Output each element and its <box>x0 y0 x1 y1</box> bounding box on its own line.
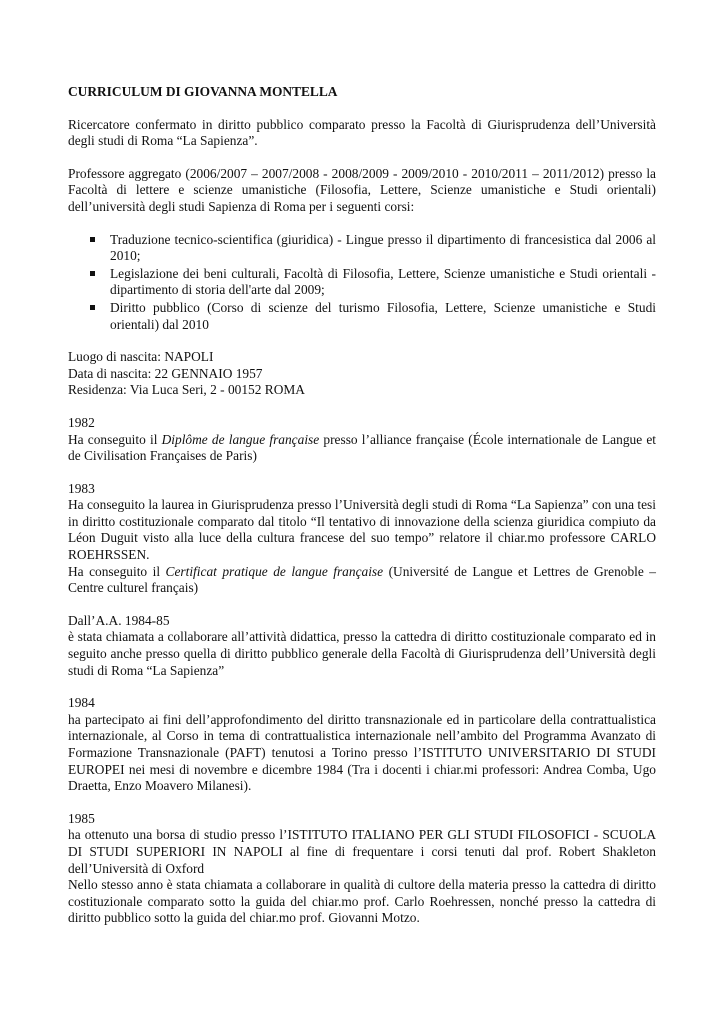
personal-info <box>68 349 656 399</box>
professor-paragraph: Professore aggregato (2006/2007 – 2007/2008 - 2008/2009 - 2009/2010 - 2010/2011 – 2011/2012) presso la Facoltà di lettere e scienze umanistiche (Filosofia, Lettere, Scienze umanistiche e Studi orientali) dell’università degli studi Sapienza di Roma per i seguenti corsi: <box>68 165 656 214</box>
year-heading: Dall’A.A. 1984-85 <box>68 612 170 628</box>
year-heading: 1982 <box>68 414 95 430</box>
bullet-square-icon <box>90 237 95 242</box>
document-title: CURRICULUM DI GIOVANNA MONTELLA <box>68 84 338 99</box>
diploma-title: Diplôme de langue française <box>161 431 320 447</box>
collaboration-text: Nello stesso anno è stata chiamata a collaborare in qualità di cultore della materia presso la cattedra di diritto costituzionale comparato sotto la guida del chiar.mo prof. Carlo Roehressen, nonché presso la cattedra di diritto pubblico sotto la guida del chiar.mo prof. Giovanni Motzo. <box>68 877 656 926</box>
section-aa-1984-85: Dall’A.A. 1984-85 è stata chiamata a collaborare all’attività didattica, presso la cattedra di diritto costituzionale comparato ed in seguito anche presso quella di diritto pubblico generale della Facoltà di Giurisprudenza dell’Università degli studi di Roma “La Sapienza” <box>68 612 656 678</box>
residence: Residenza: Via Luca Seri, 2 - 00152 ROMA <box>68 382 305 398</box>
section-1982: 1982 Ha conseguito il Diplôme de langue française presso l’alliance française (École internationale de Langue et de Civilisation Françaises de Paris) <box>68 414 657 464</box>
section-1985 <box>68 811 656 927</box>
courses-list <box>68 232 656 334</box>
bullet-square-icon <box>90 271 95 276</box>
year-heading: 1985 <box>68 810 95 826</box>
list-item: Diritto pubblico (Corso di scienze del turismo Filosofia, Lettere, Scienze umanistiche e Studi orientali) dal 2010 <box>68 300 656 333</box>
section-1984: 1984 ha partecipato ai fini dell’approfondimento del diritto transnazionale ed in particolare della contrattualistica internazionale, al Corso in tema di contrattualistica internazionale nell’ambito del Programma Avanzato di Formazione Transnazionale (PAFT) tenutosi a Torino presso l’ISTITUTO UNIVERSITARIO DI STUDI EUROPEI nei mesi di novembre e dicembre 1984 (Tra i docenti i chiar.mi professori: Andrea Comba, Ugo Draetta, Enzo Moavero Milanesi). <box>68 695 656 794</box>
list-item: Traduzione tecnico-scientifica (giuridica) - Lingue presso il dipartimento di francesistica dal 2006 al 2010; <box>68 232 656 265</box>
year-heading: 1983 <box>68 480 95 496</box>
certificate-title: Certificat pratique de langue française <box>165 563 384 579</box>
list-item: Legislazione dei beni culturali, Facoltà di Filosofia, Lettere, Scienze umanistiche e Studi orientali - dipartimento di storia dell'arte dal 2009; <box>68 266 656 299</box>
year-heading: 1984 <box>68 695 95 711</box>
scholarship-text: ha ottenuto una borsa di studio presso l’ISTITUTO ITALIANO PER GLI STUDI FILOSOFICI - SCUOLA DI STUDI SUPERIORI IN NAPOLI al fine di frequentare i corsi tenuti dal prof. Robert Shakleton dell’Università di Oxford <box>68 827 656 876</box>
birthplace: Luogo di nascita: NAPOLI <box>68 349 214 365</box>
bullet-square-icon <box>90 305 95 310</box>
birthdate: Data di nascita: 22 GENNAIO 1957 <box>68 365 263 381</box>
degree-text: Ha conseguito la laurea in Giurisprudenza presso l’Università degli studi di Roma “La Sapienza” con una tesi in diritto costituzionale comparato dal titolo “Il tentativo di innovazione della scienza giuridica compiuto da Léon Duguit visto alla luce della cultura francese del suo tempo” relatore il chiar.mo professore CARLO ROEHRSSEN. <box>68 497 656 563</box>
document-page <box>68 84 656 927</box>
intro-paragraph: Ricercatore confermato in diritto pubblico comparato presso la Facoltà di Giurisprudenza dell’Università degli studi di Roma “La Sapienza”. <box>68 116 656 149</box>
section-1983: 1983 Ha conseguito la laurea in Giurisprudenza presso l’Università degli studi di Roma “La Sapienza” con una tesi in diritto costituzionale comparato dal titolo “Il tentativo di innovazione della scienza giuridica compiuto da Léon Duguit visto alla luce della cultura francese del suo tempo” relatore il chiar.mo professore CARLO ROEHRSSEN. Ha conseguito il Certificat pratique de langue française (Université de Langue et Lettres de Grenoble – Centre culturel français) <box>68 480 656 596</box>
